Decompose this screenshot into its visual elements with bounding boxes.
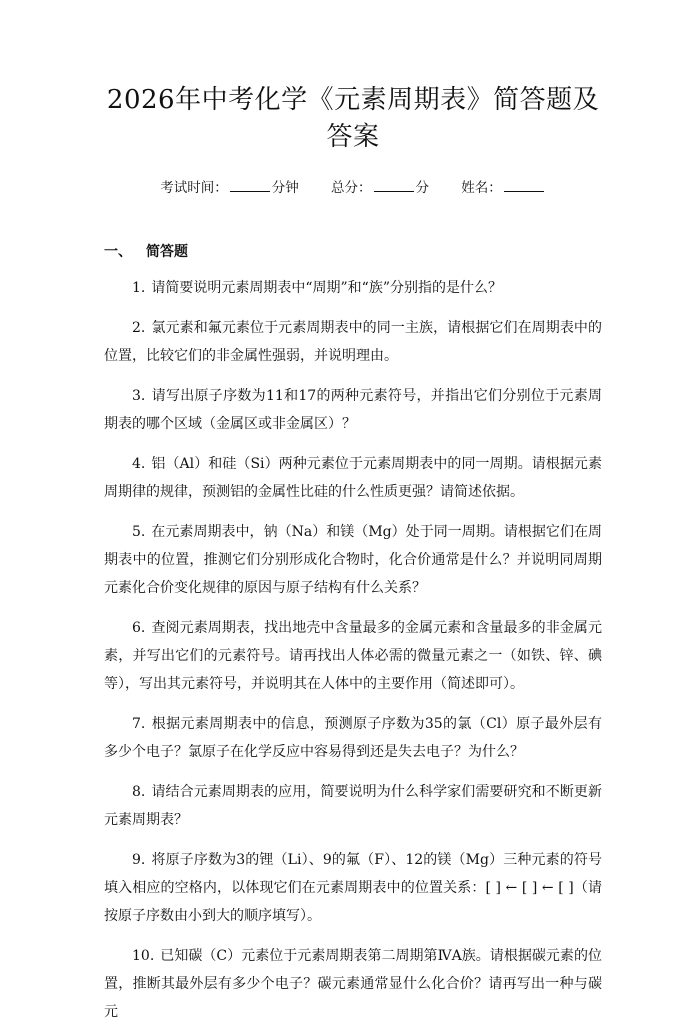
question-number: 9.	[132, 852, 146, 868]
total-score-blank[interactable]	[374, 179, 414, 192]
document-page	[0, 82, 700, 1020]
section-title: 简答题	[146, 244, 188, 260]
question-number: 6.	[132, 620, 146, 636]
student-name-blank[interactable]	[504, 179, 544, 192]
question-text: 查阅元素周期表，找出地壳中含量最多的金属元素和含量最多的非金属元素，并写出它们的元素符号。请再找出人体必需的微量元素之一（如铁、锌、碘等），写出其元素符号，并说明其在人体中的主要作用（简述即可）。	[104, 620, 602, 692]
question-number: 1.	[132, 280, 146, 296]
question-text: 铝（Al）和硅（Si）两种元素位于元素周期表中的同一周期。请根据元素周期律的规律，预测铝的金属性比硅的什么性质更强？请简述依据。	[104, 456, 602, 500]
exam-time-blank[interactable]	[230, 179, 270, 192]
exam-time-label: 考试时间：	[160, 180, 228, 196]
question-10	[104, 942, 602, 1026]
question-text: 氯元素和氟元素位于元素周期表中的同一主族，请根据它们在周期表中的位置，比较它们的非金属性强弱，并说明理由。	[104, 320, 602, 364]
question-5	[104, 518, 602, 602]
question-4	[104, 450, 602, 506]
total-score-label: 总分：	[331, 180, 372, 196]
question-number: 7.	[132, 716, 146, 732]
question-7	[104, 710, 602, 766]
question-number: 8.	[132, 784, 146, 800]
student-name-label: 姓名：	[461, 180, 502, 196]
question-9	[104, 846, 602, 930]
question-text: 请结合元素周期表的应用，简要说明为什么科学家们需要研究和不断更新元素周期表？	[104, 784, 602, 828]
exam-meta	[104, 178, 602, 198]
student-name-field	[461, 180, 546, 196]
section-number: 一、	[104, 244, 132, 260]
question-number: 2.	[132, 320, 146, 336]
total-score-unit: 分	[415, 180, 429, 196]
question-text: 在元素周期表中，钠（Na）和镁（Mg）处于同一周期。请根据它们在周期表中的位置，推测它们分别形成化合物时，化合价通常是什么？并说明同周期元素化合价变化规律的原因与原子结构有什么关系？	[104, 524, 602, 596]
question-8	[104, 778, 602, 834]
question-text: 将原子序数为3的锂（Li）、9的氟（F）、12的镁（Mg）三种元素的符号填入相应的空格内，以体现它们在元素周期表中的位置关系：[ ] ← [ ] ← [ ]（请按原子序数由小到大的顺序填写）。	[104, 852, 602, 924]
question-2	[104, 314, 602, 370]
exam-time-field	[160, 180, 303, 196]
question-text: 请写出原子序数为11和17的两种元素符号，并指出它们分别位于元素周期表的哪个区域（金属区或非金属区）？	[104, 388, 602, 432]
question-text: 根据元素周期表中的信息，预测原子序数为35的氯（Cl）原子最外层有多少个电子？氯原子在化学反应中容易得到还是失去电子？为什么？	[104, 716, 602, 760]
question-3	[104, 382, 602, 438]
question-number: 3.	[132, 388, 146, 404]
question-6	[104, 614, 602, 698]
section-heading	[104, 242, 602, 262]
exam-time-unit: 分钟	[271, 180, 299, 196]
total-score-field	[331, 180, 433, 196]
question-number: 5.	[132, 524, 146, 540]
question-number: 10.	[132, 948, 155, 964]
document-title: 2026年中考化学《元素周期表》简答题及答案	[106, 85, 600, 152]
question-text: 已知碳（C）元素位于元素周期表第二周期第ⅣA族。请根据碳元素的位置，推断其最外层有多少个电子？碳元素通常显什么化合价？请再写出一种与碳元	[104, 948, 602, 1020]
question-text: 请简要说明元素周期表中“周期”和“族”分别指的是什么？	[151, 280, 502, 296]
question-list	[104, 274, 602, 1026]
question-1	[104, 274, 602, 302]
question-number: 4.	[132, 456, 146, 472]
